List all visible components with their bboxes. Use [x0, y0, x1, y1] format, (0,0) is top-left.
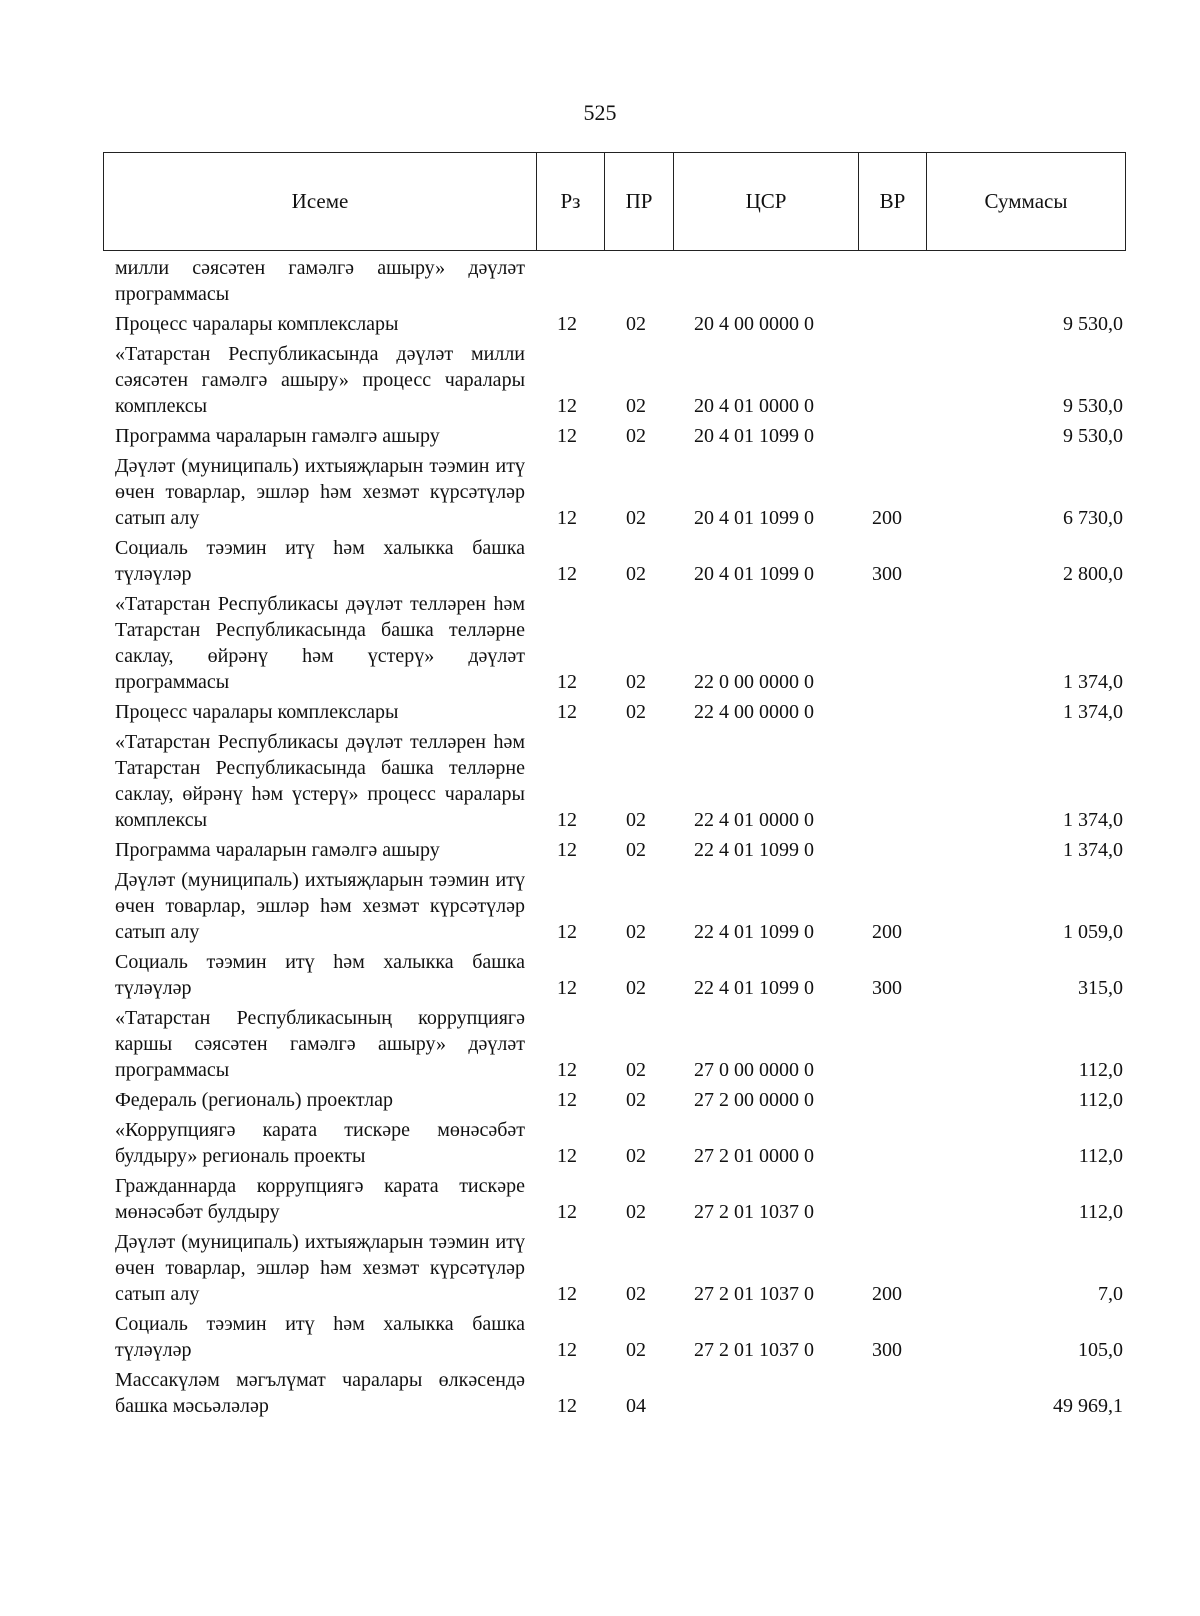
row-pr: 02	[626, 563, 646, 585]
row-rz: 12	[557, 563, 577, 585]
row-rz: 12	[557, 395, 577, 417]
row-vr: 200	[872, 921, 902, 943]
table-row	[0, 591, 1200, 695]
row-name: Массакүләм мәгълүмат чаралары өлкәсендә башка мәсьәләләр	[115, 1369, 525, 1417]
row-rz: 12	[557, 977, 577, 999]
row-sum: 6 730,0	[1063, 507, 1123, 529]
row-name: Социаль тәэмин итү һәм халыкка башка түләүләр	[115, 951, 525, 999]
row-csr: 22 4 01 1099 0	[694, 921, 814, 943]
row-name: Дәүләт (муниципаль) ихтыяҗларын тәэмин итү өчен товарлар, эшләр һәм хезмәт күрсәтүләр сатып алу	[115, 1231, 525, 1305]
row-vr: 300	[872, 1339, 902, 1361]
row-name: «Татарстан Республикасының коррупциягә каршы сәясәтен гамәлгә ашыру» дәүләт программасы	[115, 1007, 525, 1081]
table-row	[0, 1087, 1200, 1113]
row-sum: 1 374,0	[1063, 809, 1123, 831]
table-row	[0, 867, 1200, 945]
row-sum: 112,0	[1078, 1089, 1123, 1111]
row-rz: 12	[557, 701, 577, 723]
row-rz: 12	[557, 671, 577, 693]
column-header-rz: Рз	[537, 153, 605, 250]
row-sum: 1 374,0	[1063, 701, 1123, 723]
row-rz: 12	[557, 809, 577, 831]
row-csr: 20 4 01 0000 0	[694, 395, 814, 417]
column-header-csr: ЦСР	[674, 153, 859, 250]
row-sum: 9 530,0	[1063, 313, 1123, 335]
row-rz: 12	[557, 1283, 577, 1305]
column-header-pr: ПР	[605, 153, 674, 250]
row-csr: 27 0 00 0000 0	[694, 1059, 814, 1081]
row-name: Дәүләт (муниципаль) ихтыяҗларын тәэмин итү өчен товарлар, эшләр һәм хезмәт күрсәтүләр сатып алу	[115, 455, 525, 529]
table-row	[0, 1229, 1200, 1307]
row-sum: 112,0	[1078, 1059, 1123, 1081]
row-sum: 315,0	[1078, 977, 1123, 999]
row-pr: 02	[626, 921, 646, 943]
row-pr: 02	[626, 1201, 646, 1223]
row-pr: 02	[626, 839, 646, 861]
row-name: «Татарстан Республикасы дәүләт телләрен һәм Татарстан Республикасында башка телләрне саклау, өйрәнү һәм үстерү» процесс чаралары комплексы	[115, 731, 525, 831]
row-pr: 02	[626, 1145, 646, 1167]
table-row	[0, 535, 1200, 587]
row-csr: 20 4 01 1099 0	[694, 507, 814, 529]
row-csr: 27 2 00 0000 0	[694, 1089, 814, 1111]
table-row	[0, 453, 1200, 531]
row-sum: 112,0	[1078, 1145, 1123, 1167]
row-name: Федераль (региональ) проектлар	[115, 1089, 393, 1111]
row-csr: 22 4 00 0000 0	[694, 701, 814, 723]
row-name: «Татарстан Республикасында дәүләт милли сәясәтен гамәлгә ашыру» процесс чаралары комплексы	[115, 343, 525, 417]
row-name: милли сәясәтен гамәлгә ашыру» дәүләт программасы	[115, 257, 525, 305]
row-pr: 02	[626, 977, 646, 999]
row-rz: 12	[557, 1089, 577, 1111]
row-sum: 9 530,0	[1063, 425, 1123, 447]
row-rz: 12	[557, 313, 577, 335]
row-sum: 1 374,0	[1063, 671, 1123, 693]
row-name: Дәүләт (муниципаль) ихтыяҗларын тәэмин итү өчен товарлар, эшләр һәм хезмәт күрсәтүләр сатып алу	[115, 869, 525, 943]
row-vr: 300	[872, 977, 902, 999]
table-header	[103, 152, 1126, 251]
row-rz: 12	[557, 1339, 577, 1361]
table-row	[0, 1173, 1200, 1225]
table-row	[0, 949, 1200, 1001]
table-row	[0, 1311, 1200, 1363]
row-vr: 200	[872, 1283, 902, 1305]
row-pr: 02	[626, 809, 646, 831]
row-name: Социаль тәэмин итү һәм халыкка башка түләүләр	[115, 1313, 525, 1361]
row-csr: 27 2 01 1037 0	[694, 1339, 814, 1361]
row-pr: 02	[626, 313, 646, 335]
row-vr: 200	[872, 507, 902, 529]
row-name: Гражданнарда коррупциягә карата тискәре мөнәсәбәт булдыру	[115, 1175, 525, 1223]
row-name: «Татарстан Республикасы дәүләт телләрен һәм Татарстан Республикасында башка телләрне саклау, өйрәнү һәм үстерү» дәүләт программасы	[115, 593, 525, 693]
row-rz: 12	[557, 1059, 577, 1081]
row-pr: 02	[626, 1283, 646, 1305]
row-csr: 20 4 01 1099 0	[694, 563, 814, 585]
row-sum: 7,0	[1098, 1283, 1123, 1305]
table-row	[0, 1367, 1200, 1419]
table-row	[0, 311, 1200, 337]
table-row	[0, 341, 1200, 419]
row-sum: 105,0	[1078, 1339, 1123, 1361]
row-pr: 02	[626, 425, 646, 447]
row-csr: 22 0 00 0000 0	[694, 671, 814, 693]
row-rz: 12	[557, 507, 577, 529]
table-row	[0, 255, 1200, 307]
row-csr: 22 4 01 0000 0	[694, 809, 814, 831]
row-vr: 300	[872, 563, 902, 585]
row-pr: 02	[626, 1339, 646, 1361]
row-name: Программа чараларын гамәлгә ашыру	[115, 425, 440, 447]
row-csr: 27 2 01 0000 0	[694, 1145, 814, 1167]
column-header-name: Исеме	[104, 153, 537, 250]
row-sum: 112,0	[1078, 1201, 1123, 1223]
row-name: «Коррупциягә карата тискәре мөнәсәбәт булдыру» региональ проекты	[115, 1119, 525, 1167]
table-row	[0, 1005, 1200, 1083]
row-pr: 02	[626, 671, 646, 693]
row-name: Программа чараларын гамәлгә ашыру	[115, 839, 440, 861]
column-header-vr: ВР	[859, 153, 927, 250]
row-csr: 20 4 01 1099 0	[694, 425, 814, 447]
row-csr: 27 2 01 1037 0	[694, 1283, 814, 1305]
row-pr: 04	[626, 1395, 646, 1417]
table-row	[0, 423, 1200, 449]
table-row	[0, 699, 1200, 725]
row-rz: 12	[557, 921, 577, 943]
table-body	[0, 255, 1200, 1419]
table-row	[0, 1117, 1200, 1169]
row-sum: 1 059,0	[1063, 921, 1123, 943]
row-pr: 02	[626, 507, 646, 529]
row-rz: 12	[557, 1145, 577, 1167]
row-name: Процесс чаралары комплекслары	[115, 701, 399, 723]
column-header-sum: Суммасы	[984, 189, 1068, 213]
row-csr: 22 4 01 1099 0	[694, 977, 814, 999]
row-name: Процесс чаралары комплекслары	[115, 313, 399, 335]
row-csr: 27 2 01 1037 0	[694, 1201, 814, 1223]
row-pr: 02	[626, 1089, 646, 1111]
row-csr: 22 4 01 1099 0	[694, 839, 814, 861]
page-number: 525	[583, 100, 617, 125]
row-sum: 2 800,0	[1063, 563, 1123, 585]
row-rz: 12	[557, 839, 577, 861]
row-pr: 02	[626, 701, 646, 723]
row-sum: 1 374,0	[1063, 839, 1123, 861]
table-row	[0, 837, 1200, 863]
row-pr: 02	[626, 1059, 646, 1081]
row-pr: 02	[626, 395, 646, 417]
table-row	[0, 729, 1200, 833]
row-rz: 12	[557, 425, 577, 447]
row-rz: 12	[557, 1201, 577, 1223]
row-rz: 12	[557, 1395, 577, 1417]
row-name: Социаль тәэмин итү һәм халыкка башка түләүләр	[115, 537, 525, 585]
row-sum: 49 969,1	[1053, 1395, 1123, 1417]
row-csr: 20 4 00 0000 0	[694, 313, 814, 335]
row-sum: 9 530,0	[1063, 395, 1123, 417]
